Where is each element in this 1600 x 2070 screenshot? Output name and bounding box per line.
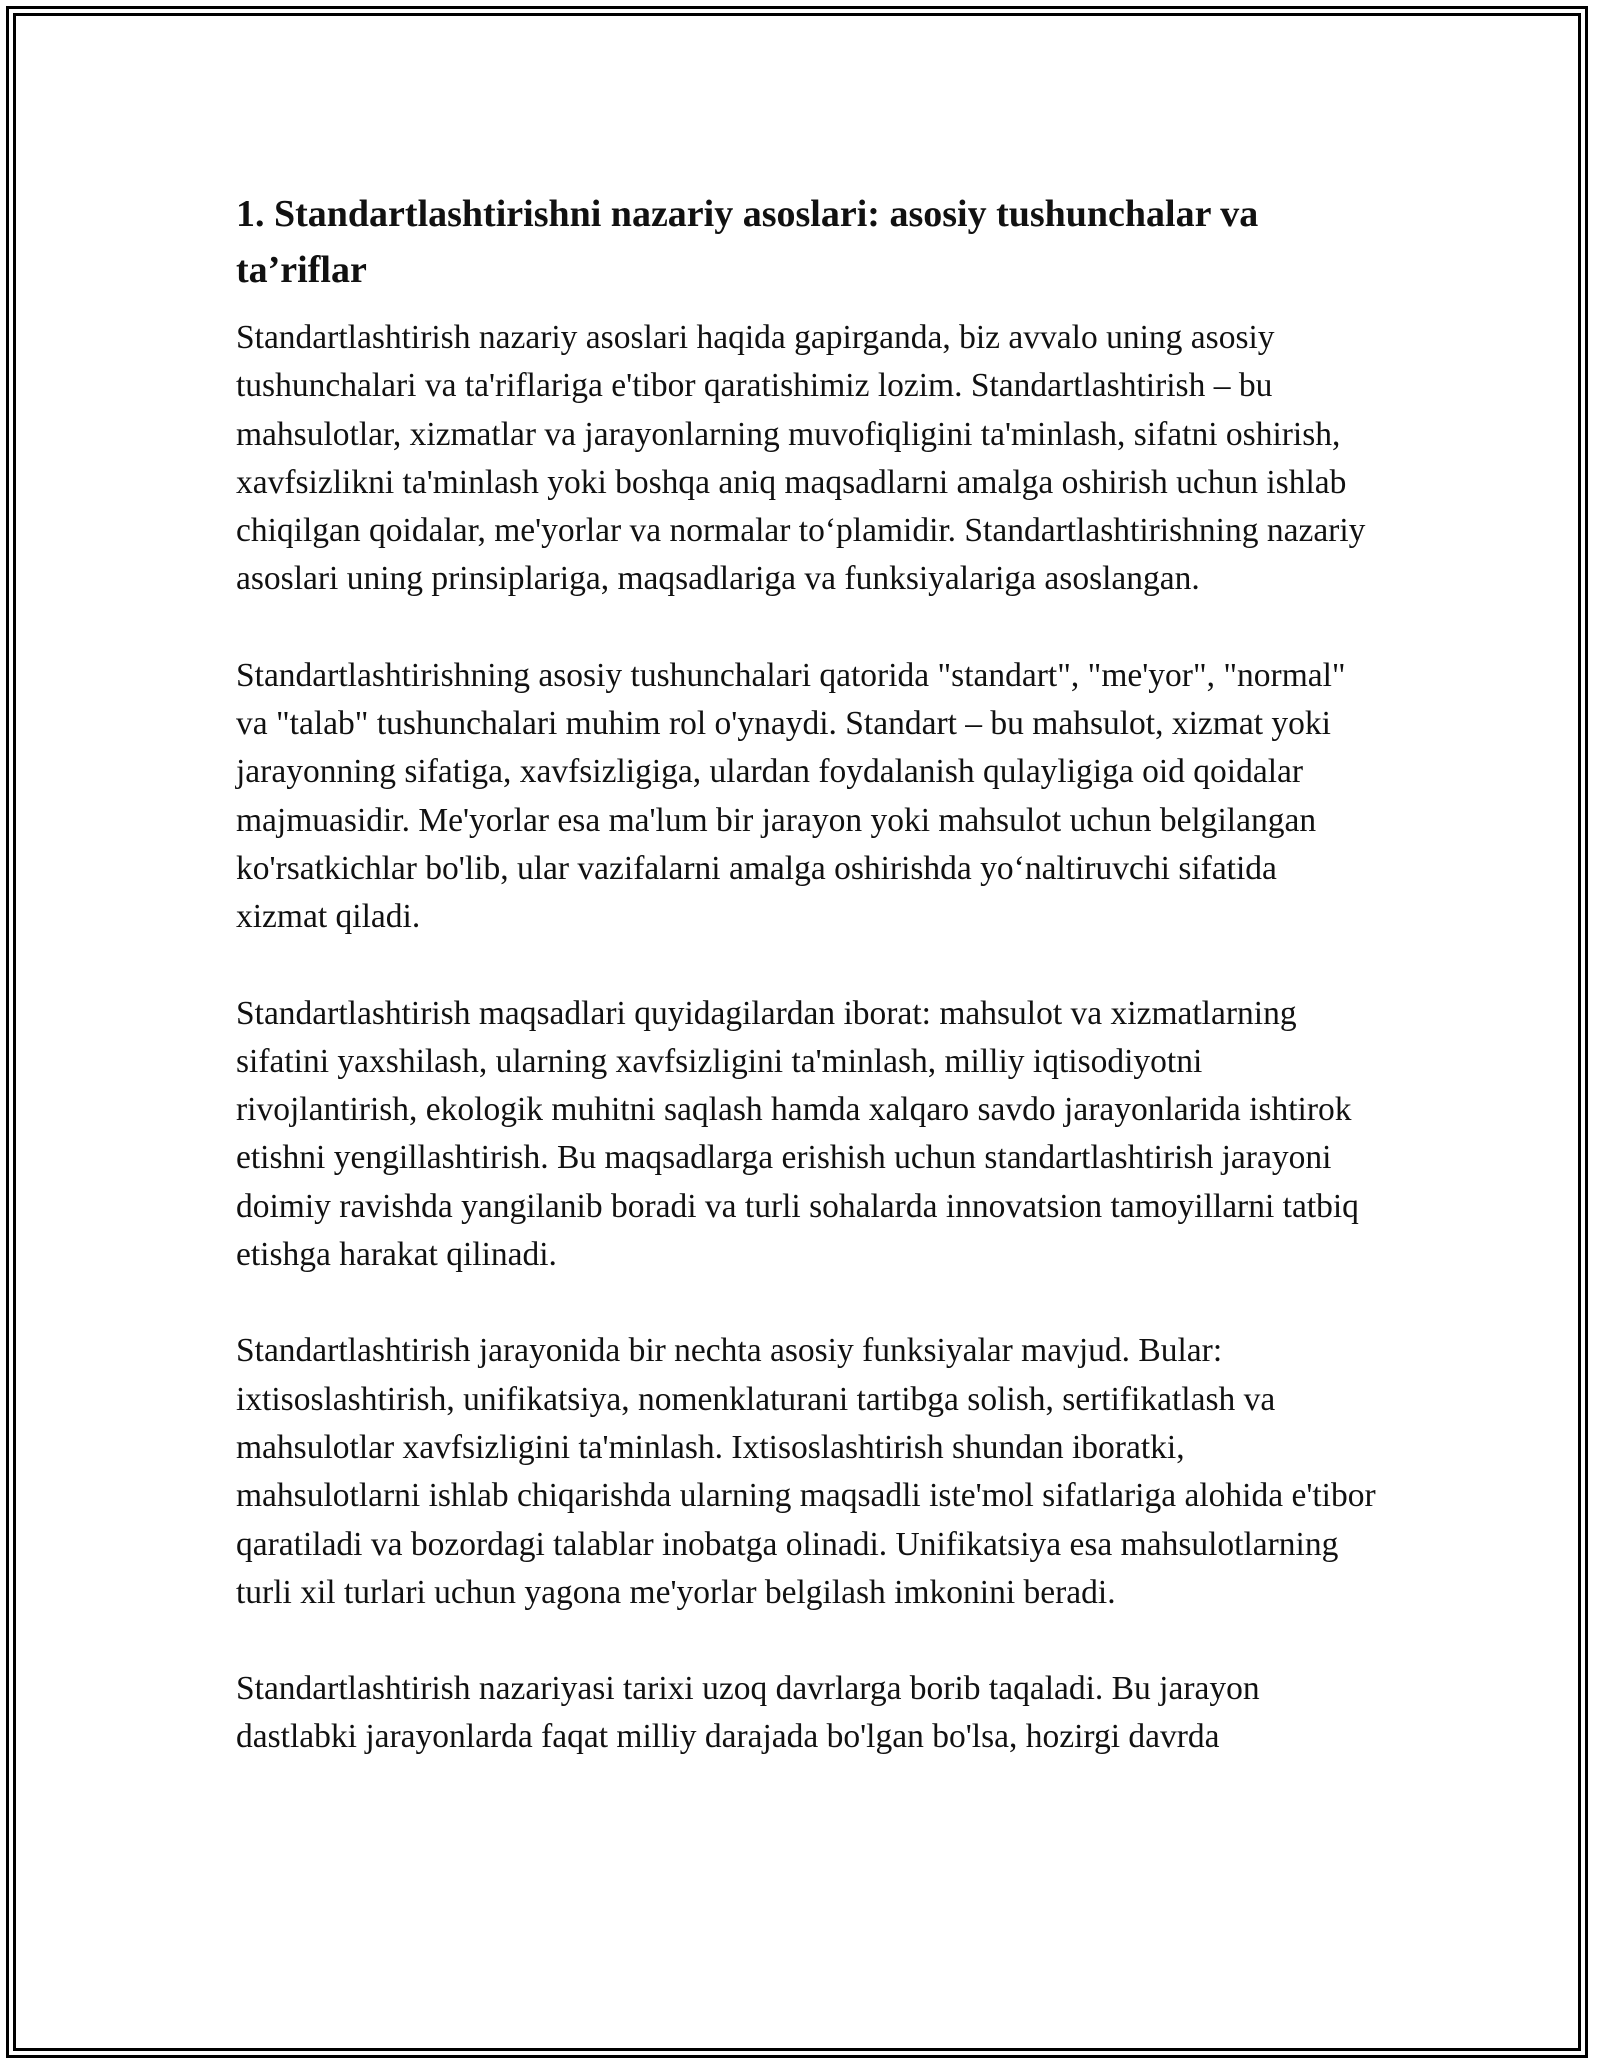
paragraph-goals: Standartlashtirish maqsadlari quyidagilardan iborat: mahsulot va xizmatlarning sifatini yaxshilash, ularning xavfsizligini ta'minlash, milliy iqtisodiyotni rivojlantirish, ekologik muhitni saqlash hamda xalqaro savdo jarayonlarida ishtirok etishni yengillashtirish. Bu maqsadlarga erishish uchun standartlashtirish jarayoni doimiy ravishda yangilanib boradi va turli sohalarda innovatsion tamoyillarni tatbiq etishga harakat qilinadi. (236, 994, 1359, 1274)
paragraph-definition: Standartlashtirish nazariy asoslari haqida gapirganda, biz avvalo uning asosiy tushunchalari va ta'riflariga e'tibor qaratishimiz lozim. Standartlashtirish – bu mahsulotlar, xizmatlar va jarayonlarning muvofiqligini ta'minlash, sifatni oshirish, xavfsizlikni ta'minlash yoki boshqa aniq maqsadlarni amalga oshirish uchun ishlab chiqilgan qoidalar, me'yorlar va normalar to‘plamidir. Standartlashtirishning nazariy asoslari uning prinsiplariga, maqsadlariga va funksiyalariga asoslangan. (236, 319, 1366, 598)
paragraph-concepts: Standartlashtirishning asosiy tushunchalari qatorida "standart", "me'yor", "normal" va "talab" tushunchalari muhim rol o'ynaydi. Standart – bu mahsulot, xizmat yoki jarayonning sifatiga, xavfsizligiga, ulardan foydalanish qulayligiga oid qoidalar majmuasidir. Me'yorlar esa ma'lum bir jarayon yoki mahsulot uchun belgilangan ko'rsatkichlar bo'lib, ular vazifalarni amalga oshirishda yo‘naltiruvchi sifatida xizmat qiladi. (236, 656, 1346, 936)
section-heading: 1. Standartlashtirishni nazariy asoslari: asosiy tushunchalar va ta’riflar (236, 193, 1259, 291)
paragraph-history: Standartlashtirish nazariyasi tarixi uzoq davrlarga borib taqaladi. Bu jarayon dastlabki jarayonlarda faqat milliy darajada bo'lgan bo'lsa, hozirgi davrda (236, 1670, 1260, 1756)
document-body (236, 186, 1376, 1810)
paragraph-functions: Standartlashtirish jarayonida bir nechta asosiy funksiyalar mavjud. Bular: ixtisoslashtirish, unifikatsiya, nomenklaturani tartibga solish, sertifikatlash va mahsulotlar xavfsizligini ta'minlash. Ixtisoslashtirish shundan iboratki, mahsulotlarni ishlab chiqarishda ularning maqsadli iste'mol sifatlariga alohida e'tibor qaratiladi va bozordagi talablar inobatga olinadi. Unifikatsiya esa mahsulotlarning turli xil turlari uchun yagona me'yorlar belgilash imkonini beradi. (236, 1332, 1376, 1611)
